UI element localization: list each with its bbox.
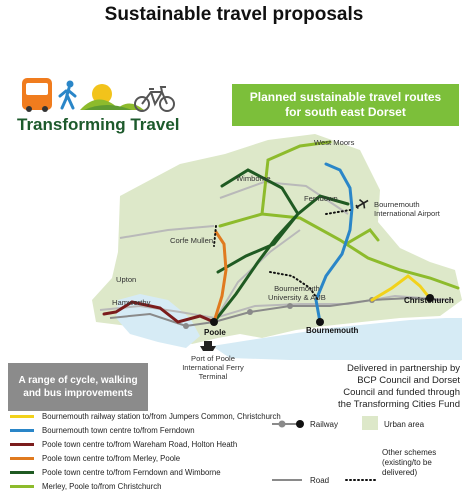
port-line-1: Port of Poole bbox=[191, 354, 235, 363]
legend-label: Poole town centre to/from Ferndown and Wimborne bbox=[42, 468, 221, 477]
banner-line-1: Planned sustainable travel routes bbox=[249, 90, 442, 104]
brand-name: Transforming Travel bbox=[17, 115, 180, 134]
banner-line-2: for south east Dorset bbox=[285, 105, 406, 119]
legend-item bbox=[10, 454, 180, 463]
label-christchurch: Christchurch bbox=[404, 296, 454, 305]
label-ferndown: Ferndown bbox=[304, 194, 338, 203]
label-port bbox=[178, 354, 248, 381]
label-hamworthy: Hamworthy bbox=[112, 298, 151, 307]
legend-label: Poole town centre to/from Wareham Road, Holton Heath bbox=[42, 440, 238, 449]
legend-label: Merley, Poole to/from Christchurch bbox=[42, 482, 162, 491]
key-urban-area-label: Urban area bbox=[384, 420, 425, 429]
port-line-2: International Ferry bbox=[182, 363, 244, 372]
legend-swatch bbox=[10, 471, 34, 474]
page-title: Sustainable travel proposals bbox=[104, 4, 364, 25]
label-airport bbox=[374, 200, 440, 218]
legend-swatch bbox=[10, 485, 34, 488]
university-line-2: University & AUB bbox=[268, 293, 326, 302]
key-railway-label: Railway bbox=[310, 420, 339, 429]
poole-marker bbox=[210, 318, 218, 326]
legend-swatch bbox=[10, 443, 34, 446]
urban-area-key-swatch bbox=[362, 416, 378, 430]
legend-item bbox=[10, 468, 221, 477]
label-bournemouth: Bournemouth bbox=[306, 326, 359, 335]
partnership-line-4: the Transforming Cities Fund bbox=[338, 399, 460, 410]
bournemouth-marker bbox=[316, 318, 324, 326]
partnership-line-3: Council and funded through bbox=[343, 387, 460, 398]
label-poole: Poole bbox=[204, 328, 226, 337]
legend-item bbox=[10, 426, 195, 435]
partnership-line-1: Delivered in partnership by bbox=[346, 363, 460, 374]
label-university bbox=[268, 284, 326, 302]
partnership-line-2: BCP Council and Dorset bbox=[357, 375, 460, 386]
port-line-3: Terminal bbox=[198, 372, 228, 381]
station-marker bbox=[287, 303, 293, 309]
legend-item bbox=[10, 482, 161, 491]
legend-label: Bournemouth town centre to/from Ferndown bbox=[42, 426, 195, 435]
legend-item bbox=[10, 412, 281, 421]
legend-item bbox=[10, 440, 237, 449]
railway-key-symbol bbox=[272, 420, 304, 428]
label-west-moors: West Moors bbox=[314, 138, 355, 147]
airport-line-2: International Airport bbox=[374, 209, 440, 218]
partnership-note bbox=[300, 363, 460, 411]
station-marker bbox=[183, 323, 189, 329]
key-other-schemes-label bbox=[382, 448, 436, 478]
label-corfe-mullen: Corfe Mullen bbox=[170, 236, 214, 245]
other-schemes-line-1: Other schemes bbox=[382, 448, 437, 457]
other-schemes-line-2: (existing/to be bbox=[382, 458, 432, 467]
label-wimborne: Wimborne bbox=[236, 174, 271, 183]
improvements-callout bbox=[8, 363, 148, 411]
legend-label: Bournemouth railway station to/from Jumpers Common, Christchurch bbox=[42, 412, 281, 421]
university-line-1: Bournemouth bbox=[274, 284, 320, 293]
callout-line-2: and bus improvements bbox=[23, 388, 133, 399]
label-upton: Upton bbox=[116, 275, 137, 284]
legend-label: Poole town centre to/from Merley, Poole bbox=[42, 454, 181, 463]
key-road-label: Road bbox=[310, 476, 330, 485]
legend-swatch bbox=[10, 429, 34, 432]
station-marker bbox=[247, 309, 253, 315]
legend-swatch bbox=[10, 457, 34, 460]
other-schemes-line-3: delivered) bbox=[382, 468, 418, 477]
airport-line-1: Bournemouth bbox=[374, 200, 420, 209]
legend-swatch bbox=[10, 415, 34, 418]
ferry-icon bbox=[200, 341, 216, 351]
callout-line-1: A range of cycle, walking bbox=[18, 375, 138, 386]
